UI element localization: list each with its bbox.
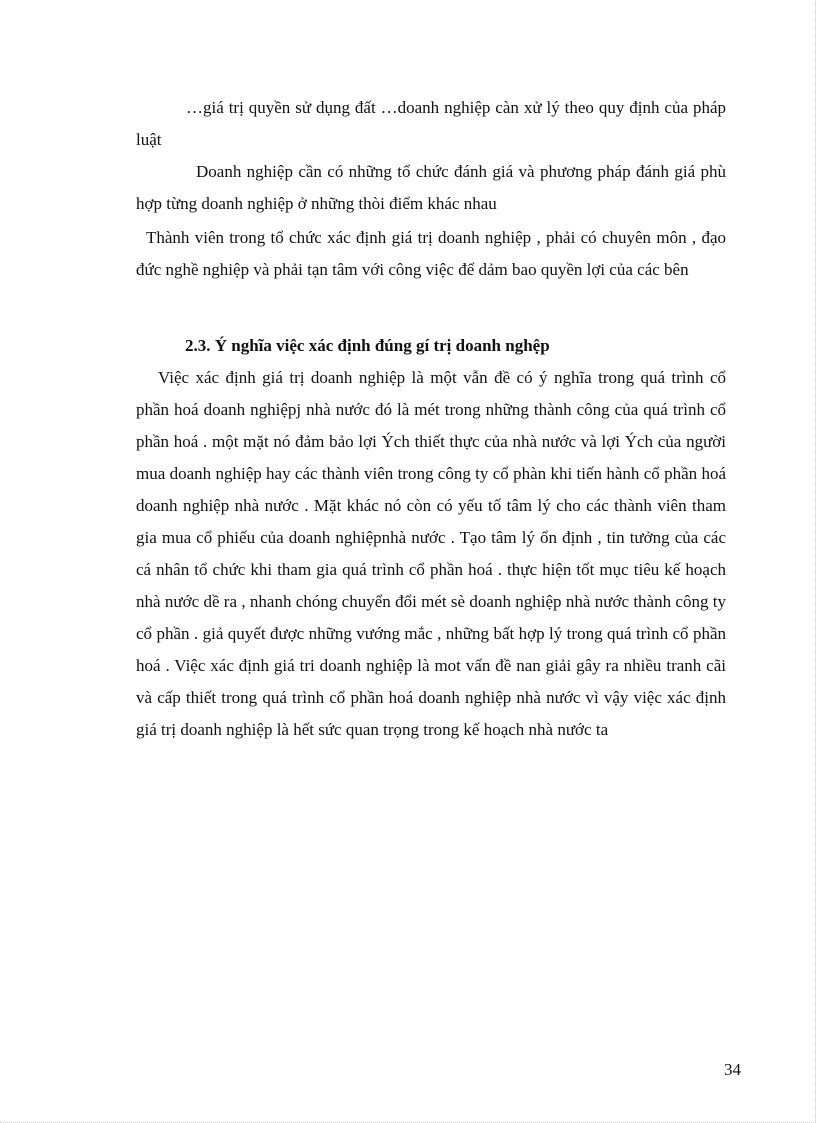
paragraph-valuation-organizations: Doanh nghiệp cần có những tổ chức đánh giá và phương pháp đánh giá phù hợp từng doanh nghiệp ở những thòi điểm khác nhau [136, 162, 726, 213]
paragraph-significance: Việc xác định giá trị doanh nghiệp là một vẫn đề có ý nghĩa trong quá trình cổ phần hoá doanh nghiệpj nhà nước đó là mét trong những thành công của quá trình cổ phần hoá . một mặt nó đảm bảo lợi Ých thiết thực của nhà nước và lợi Ých của người mua doanh nghiệp hay các thành viên trong công ty cổ phàn khi tiến hành cổ phần hoá doanh nghiệp nhà nước . Mặt khác nó còn có yếu tố tâm lý cho các thành viên tham gia mua cổ phiếu của doanh nghiệpnhà nước . Tạo tâm lý ổn định , tin tưởng của các cá nhân tổ chức khi tham gia quá trình cổ phần hoá . thực hiện tốt mục tiêu kế hoạch nhà nước dề ra , nhanh chóng chuyển đổi mét sè doanh nghiệp nhà nước thành công ty cổ phần . giả quyết được những vướng mắc , những bất hợp lý trong quá trình cổ phần hoá . Việc xác định giá tri doanh nghiệp là mot vấn đề nan giải gây ra nhiều tranh cãi và cấp thiết trong quá trình cổ phần hoá doanh nghiệp nhà nước vì vậy việc xác định giá trị doanh nghiệp là hết sức quan trọng trong kế hoạch nhà nước ta [136, 368, 726, 739]
paragraph-land-use-rights: …giá trị quyền sử dụng đất …doanh nghiệp càn xử lý theo quy định của pháp luật [136, 98, 726, 149]
page-number: 34 [724, 1060, 741, 1079]
paragraph-valuation-members: Thành viên trong tổ chức xác định giá trị doanh nghiệp , phải có chuyên môn , đạo đức nghề nghiệp và phải tạn tâm với công việc để dảm bao quyền lợi của các bên [136, 228, 726, 279]
section-heading: 2.3. Ý nghĩa việc xác định đúng gí trị doanh nghệp [185, 336, 550, 355]
